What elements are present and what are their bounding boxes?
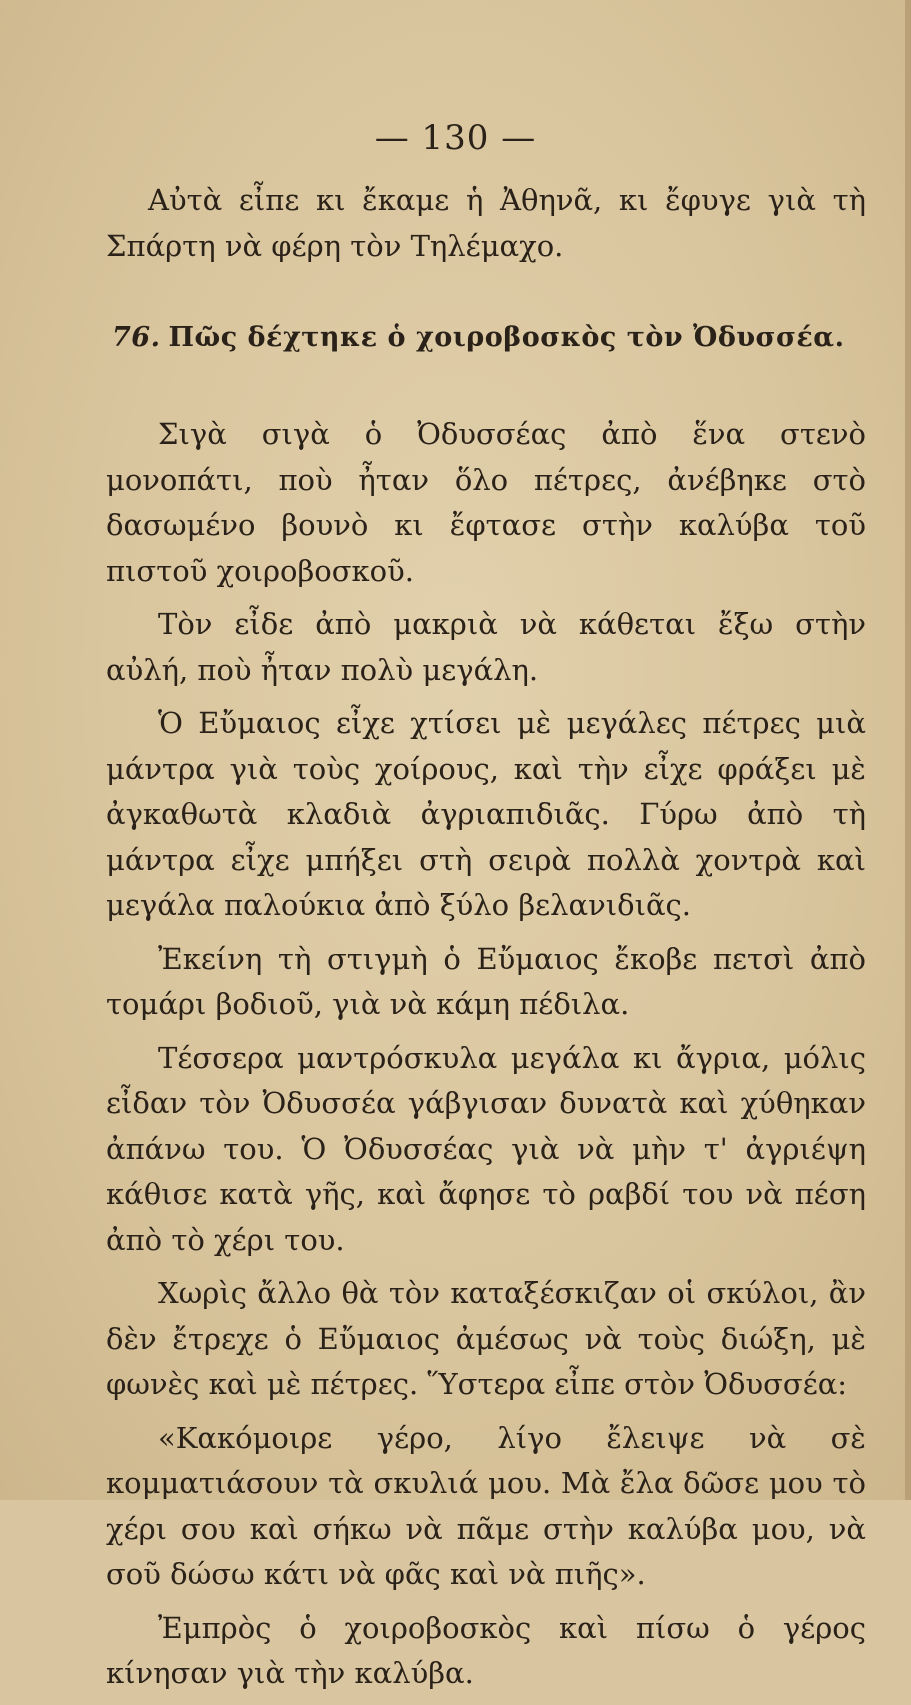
paragraph: Τέσσερα μαντρόσκυλα μεγάλα κι ἄγρια, μόλις εἶδαν τὸν Ὀδυσσέα γάβγισαν δυνατὰ καὶ χύθηκαν ἀπάνω του. Ὁ Ὀδυσσέας γιὰ νὰ μὴν τ' ἀγριέψη κάθισε κατὰ γῆς, καὶ ἄφησε τὸ ραβδί του νὰ πέση ἀπὸ τὸ χέρι του. <box>106 1040 866 1257</box>
paragraph: Χωρὶς ἄλλο θὰ τὸν καταξέσκιζαν οἱ σκύλοι, ἂν δὲν ἔτρεχε ὁ Εὔμαιος ἀμέσως νὰ τοὺς διώξη, μὲ φωνὲς καὶ μὲ πέτρες. Ὕστερα εἶπε στὸν Ὀδυσσέα: <box>106 1276 866 1401</box>
section-heading <box>112 322 872 353</box>
page-edge <box>905 0 911 1500</box>
paragraph: Ἐμπρὸς ὁ χοιροβοσκὸς καὶ πίσω ὁ γέρος κίνησαν γιὰ τὴν καλύβα. <box>106 1610 866 1690</box>
intro-paragraph: Αὐτὰ εἶπε κι ἔκαμε ἡ Ἀθηνᾶ, κι ἔφυγε γιὰ τὴ Σπάρτη νὰ φέρη τὸν Τηλέμαχο. <box>106 183 866 263</box>
paragraph: Ἐκείνη τὴ στιγμὴ ὁ Εὔμαιος ἔκοβε πετσὶ ἀπὸ τομάρι βοδιοῦ, γιὰ νὰ κάμη πέδιλα. <box>106 941 866 1021</box>
section-title: Πῶς δέχτηκε ὁ χοιροβοσκὸς τὸν Ὀδυσσέα. <box>168 322 845 353</box>
paragraph: Τὸν εἶδε ἀπὸ μακριὰ νὰ κάθεται ἔξω στὴν αὐλή, ποὺ ἦταν πολὺ μεγάλη. <box>106 607 866 687</box>
section-number: 76. <box>112 322 161 353</box>
page-number: — 130 — <box>374 118 537 158</box>
section-body <box>106 412 866 1705</box>
paragraph: Ὁ Εὔμαιος εἶχε χτίσει μὲ μεγάλες πέτρες μιὰ μάντρα γιὰ τοὺς χοίρους, καὶ τὴν εἶχε φράξει μὲ ἀγκαθωτὰ κλαδιὰ ἀγριαπιδιᾶς. Γύρω ἀπὸ τὴ μάντρα εἶχε μπήξει στὴ σειρὰ πολλὰ χοντρὰ καὶ μεγάλα παλούκια ἀπὸ ξύλο βελανιδιᾶς. <box>106 706 866 922</box>
paragraph: Σιγὰ σιγὰ ὁ Ὀδυσσέας ἀπὸ ἕνα στενὸ μονοπάτι, ποὺ ἦταν ὅλο πέτρες, ἀνέβηκε στὸ δασωμένο βουνὸ κι ἔφτασε στὴν καλύβα τοῦ πιστοῦ χοιροβοσκοῦ. <box>106 417 866 588</box>
paragraph: «Κακόμοιρε γέρο, λίγο ἔλειψε νὰ σὲ κομματιάσουν τὰ σκυλιά μου. Μὰ ἔλα δῶσε μου τὸ χέρι σου καὶ σήκω νὰ πᾶμε στὴν καλύβα μου, νὰ σοῦ δώσω κάτι νὰ φᾶς καὶ νὰ πιῆς». <box>106 1420 866 1591</box>
